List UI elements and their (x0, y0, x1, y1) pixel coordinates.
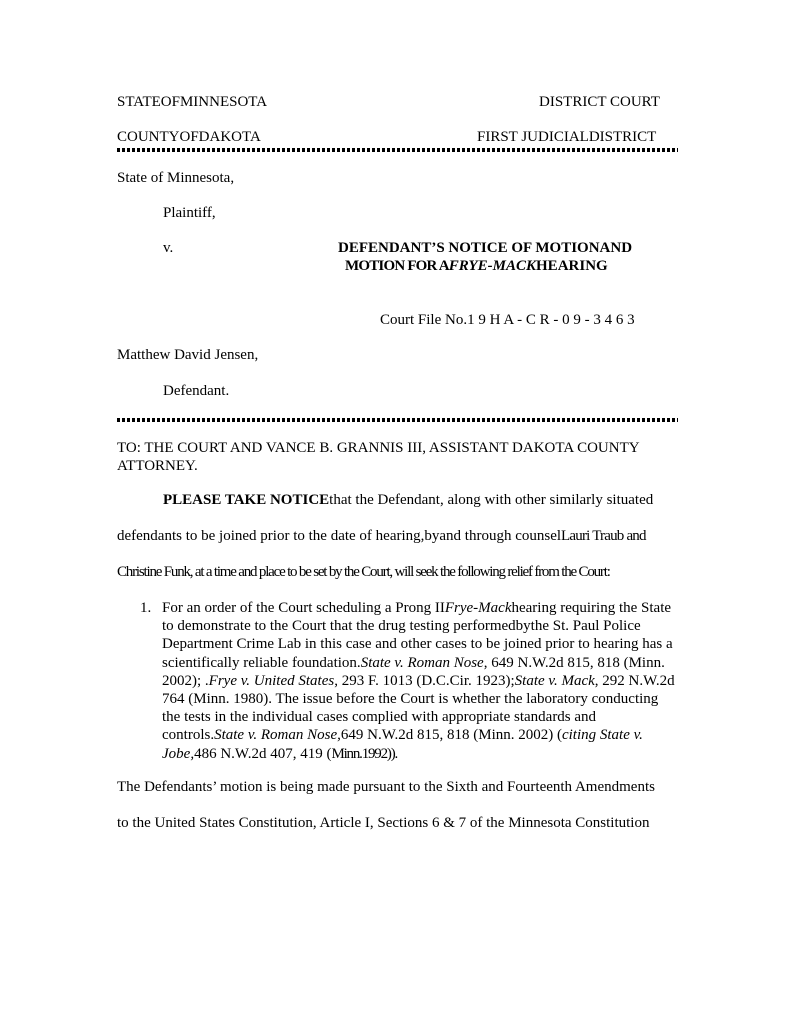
caption-state: STATEOFMINNESOTA (117, 94, 268, 110)
plaintiff-name: State of Minnesota, (117, 170, 235, 186)
relief-text-7: 486 N.W.2d 407, 419 ( (194, 745, 332, 762)
addressee-line2: ATTORNEY. (117, 458, 198, 474)
motion-title-line2 (345, 258, 608, 275)
relief-item-body (162, 599, 680, 763)
relief-text-1: For an order of the Court scheduling a Prong II (162, 600, 445, 616)
notice-line2 (117, 528, 646, 545)
relief-citation-frye: Frye v. United States (208, 672, 335, 689)
motion-title-line1: DEFENDANT’S NOTICE OF MOTIONAND (338, 240, 633, 256)
relief-citation-mack: State v. Mack (514, 672, 595, 689)
notice-line2-text: defendants to be joined prior to the date of hearing,byand through counsel (117, 528, 562, 544)
motion-title-suffix: HEARING (536, 258, 608, 274)
closing-line1: The Defendants’ motion is being made pursuant to the Sixth and Fourteenth Amendments (117, 779, 655, 795)
notice-counsel: Lauri Traub and (561, 528, 646, 544)
notice-bold: PLEASE TAKE NOTICE (163, 492, 330, 508)
notice-line1-rest: that the Defendant, along with other similarly situated (329, 492, 654, 508)
motion-title-italic: FRYE-MACK (448, 258, 537, 274)
relief-text-4: , 293 F. 1013 (D.C.Cir. 1923); (334, 672, 515, 689)
relief-citation-roman-nose-2: State v. Roman Nose, (214, 727, 341, 744)
relief-text-3: , 649 N.W.2d 815, 818 (Minn. 2002); . (162, 654, 665, 689)
defendant-role: Defendant. (163, 383, 230, 399)
relief-text-2: hearing requiring the State to demonstrate to the Court that the drug testing performedbythe St. Paul Police Department Crime Lab in this case and other cases to be joined prior to hearing has a scientifically reliable foundation. (162, 600, 673, 671)
caption-county: COUNTYOFDAKOTA (117, 129, 261, 145)
relief-citation-jobe: citing State v. Jobe, (162, 727, 643, 762)
caption-district: FIRST JUDICIALDISTRICT (477, 129, 657, 145)
court-file-number: Court File No.1 9 H A - C R - 0 9 - 3 4 6 3 (380, 312, 635, 328)
relief-text-6: 649 N.W.2d 815, 818 (Minn. 2002) ( (340, 727, 562, 744)
notice-line1 (163, 492, 653, 509)
relief-item-number: 1. (140, 600, 152, 616)
addressee-line1: TO: THE COURT AND VANCE B. GRANNIS III, ASSISTANT DAKOTA COUNTY (117, 440, 640, 456)
relief-item-1 (140, 599, 680, 763)
plaintiff-role: Plaintiff, (163, 205, 216, 221)
defendant-name: Matthew David Jensen, (117, 347, 259, 363)
relief-text-5: , 292 N.W.2d 764 (Minn. 1980). The issue before the Court is whether the laboratory conducting the tests in the individual cases complied with appropriate standards and controls. (162, 672, 675, 744)
caption-divider-top (117, 148, 678, 152)
closing-line2: to the United States Constitution, Article I, Sections 6 & 7 of the Minnesota Constitution (117, 815, 650, 831)
motion-title-prefix: MOTION FOR A (345, 258, 449, 274)
relief-text-8: Minn.1992)). (331, 745, 398, 762)
notice-line3: Christine Funk, at a time and place to be set by the Court, will seek the following relief from the Court: (117, 564, 610, 580)
caption-divider-bottom (117, 418, 678, 422)
relief-citation-roman-nose: State v. Roman Nose (360, 654, 484, 671)
versus-label: v. (163, 240, 174, 256)
relief-citation-frye-mack: Frye-Mack (444, 600, 512, 616)
caption-court: DISTRICT COURT (539, 94, 660, 110)
